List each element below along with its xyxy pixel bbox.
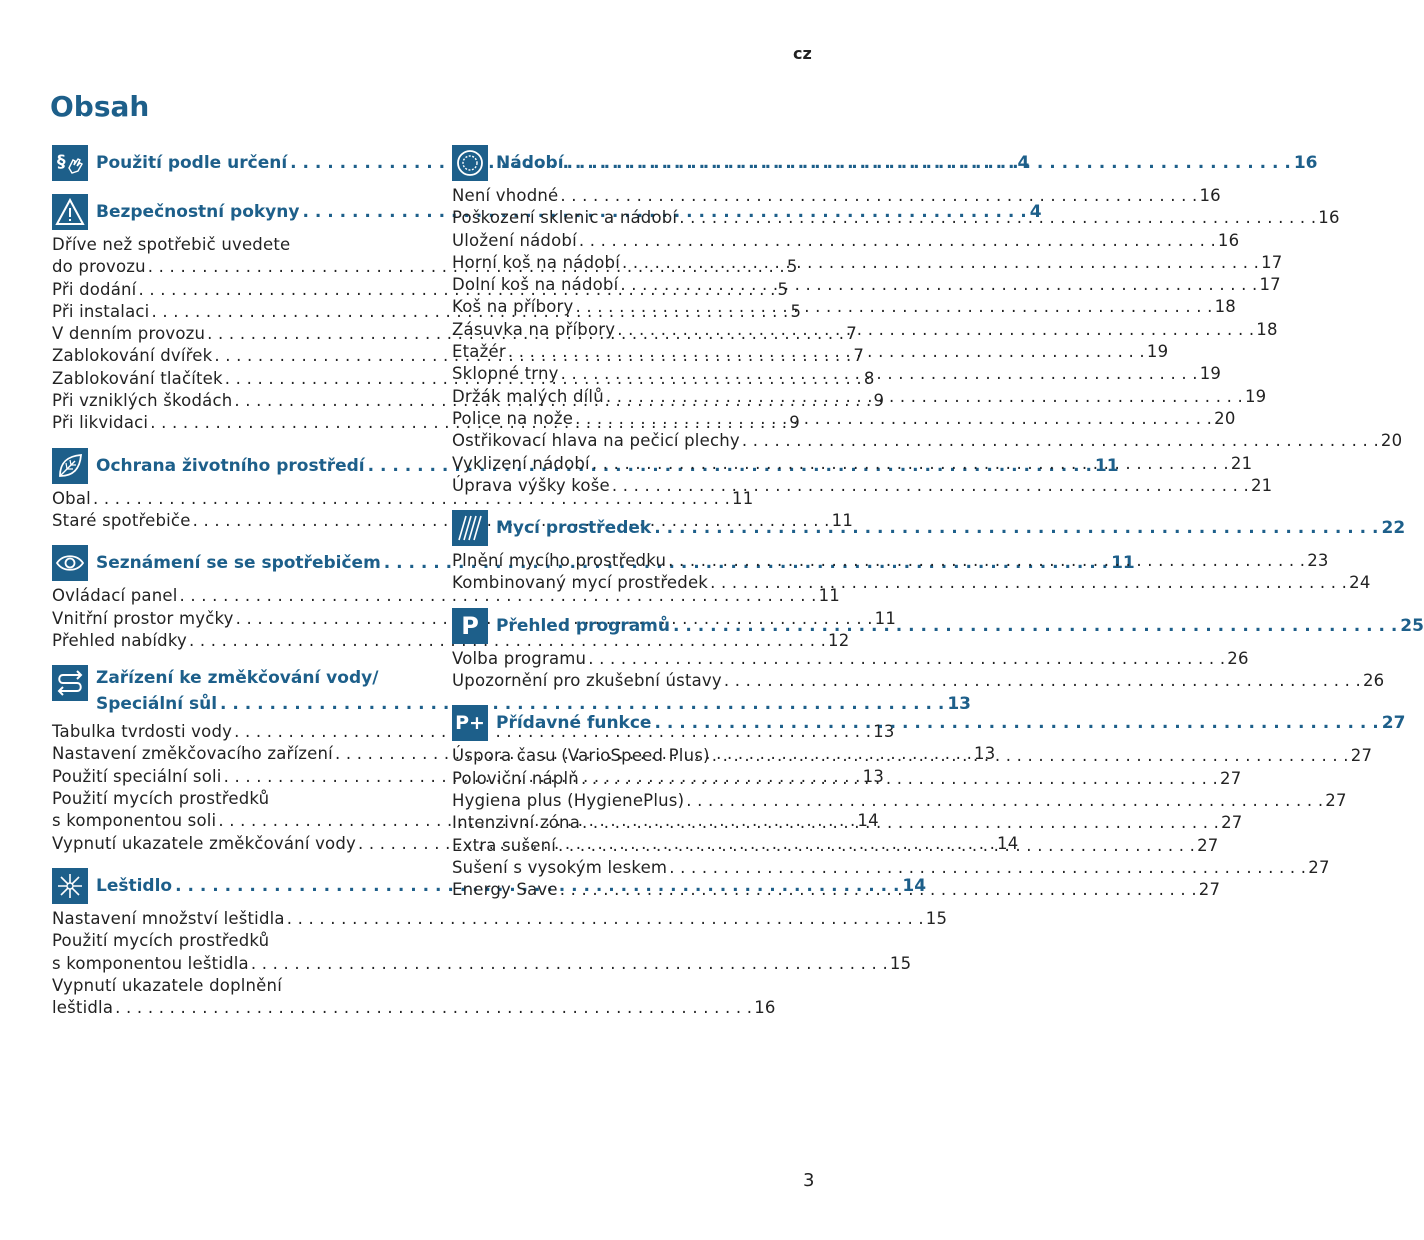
- toc-entry-page: 11: [732, 488, 754, 508]
- dot-leader: [712, 745, 1349, 767]
- toc-entry-text: Uložení nádobí: [452, 230, 577, 250]
- toc-section-title: Přídavné funkce: [496, 713, 652, 734]
- toc-entry-page: 13: [974, 744, 996, 764]
- toc-entry-text: Plnění mycího prostředku: [452, 551, 667, 571]
- toc-entry-text: Úspora času (VarioSpeed Plus): [452, 746, 710, 766]
- page-number: 3: [803, 1170, 815, 1191]
- toc-entry-text: Použití mycích prostředků: [52, 931, 270, 951]
- toc-entry-text: Přehled nabídky: [52, 630, 187, 650]
- toc-entry-page: 11: [874, 608, 897, 628]
- toc-entry-page: 5: [777, 279, 789, 299]
- toc-entry-page: 27: [1350, 746, 1373, 766]
- toc-entry-text: Energy Save: [452, 880, 558, 900]
- toc-section-title: Přehled programů: [496, 615, 670, 636]
- toc-entry-page: 5: [786, 257, 798, 277]
- toc-entry-page: 21: [1250, 475, 1273, 495]
- toc-entry-text: Vypnutí ukazatele doplnění: [52, 975, 282, 995]
- toc-entry[interactable]: [452, 572, 1371, 594]
- toc-entry-page: 8: [863, 368, 875, 388]
- toc-entry[interactable]: [452, 857, 1330, 879]
- dot-leader: [251, 953, 888, 975]
- dot-leader: [588, 648, 1225, 670]
- toc-entry-page: 19: [1244, 386, 1267, 406]
- toc-section-page: 16: [1293, 153, 1318, 173]
- toc-entry-page: 27: [1220, 768, 1242, 788]
- toc-entry[interactable]: [452, 408, 1236, 430]
- toc-entry-text: Kombinovaný mycí prostředek: [452, 573, 709, 593]
- toc-entry[interactable]: [452, 790, 1347, 812]
- toc-section-title: Mycí prostředek: [496, 518, 652, 539]
- svg-text:§: §: [57, 152, 66, 172]
- toc-entry-page: 27: [1221, 813, 1243, 833]
- toc-entry-text: Není vhodné: [452, 186, 559, 205]
- toc-entry[interactable]: [452, 475, 1273, 497]
- dot-leader: [710, 572, 1347, 594]
- dot-leader: [679, 207, 1316, 229]
- dot-leader: [724, 670, 1361, 692]
- toc-entry-page: 18: [1214, 297, 1236, 317]
- toc-entry-page: 16: [1318, 208, 1340, 228]
- toc-entry-text: Zásuvka na příbory: [452, 319, 616, 339]
- dot-leader: [622, 252, 1259, 274]
- dot-leader: [668, 550, 1305, 572]
- program-overview-icon: P: [452, 608, 488, 644]
- dot-leader: [115, 997, 752, 1019]
- toc-entry-text: Při likvidaci: [52, 413, 149, 433]
- toc-entry-text: Etažér: [452, 342, 506, 362]
- dot-leader: [582, 812, 1219, 834]
- toc-entry-page: 12: [828, 630, 850, 650]
- toc-entry-page: 9: [873, 391, 885, 411]
- toc-entry[interactable]: [452, 296, 1236, 318]
- toc-entry-page: 16: [1199, 186, 1221, 205]
- toc-entry-page: 26: [1227, 648, 1249, 668]
- toc-entry-page: 11: [831, 510, 854, 530]
- dot-leader: [612, 475, 1249, 497]
- toc-section-page: 4: [1017, 153, 1030, 173]
- toc-entry-text: Zablokování tlačítek: [52, 368, 223, 388]
- dishes-icon: [452, 145, 488, 181]
- toc-entry-text: leštidla: [52, 998, 114, 1018]
- toc-section-title: Speciální sůl: [96, 694, 218, 715]
- toc-section-page: 4: [1029, 202, 1042, 222]
- toc-entry[interactable]: [452, 274, 1281, 296]
- toc-entry-text: Sušení s vysokým leskem: [452, 857, 668, 877]
- toc-entry[interactable]: [452, 648, 1249, 670]
- toc-section-page: 11: [1111, 553, 1135, 574]
- dot-leader: [617, 319, 1254, 341]
- toc-entry-page: 16: [1217, 230, 1240, 250]
- dot-leader: [673, 616, 1397, 636]
- toc-entry[interactable]: [52, 630, 850, 652]
- toc-entry-page: 11: [818, 586, 840, 606]
- toc-entry-text: Nastavení změkčovacího zařízení: [52, 744, 333, 764]
- toc-section-title: Leštidlo: [96, 875, 173, 896]
- dot-leader: [575, 408, 1212, 430]
- toc-entry-page: 7: [853, 346, 865, 366]
- toc-entry-page: 13: [862, 766, 885, 786]
- dot-leader: [579, 230, 1216, 252]
- toc-entry-page: 20: [1214, 408, 1236, 428]
- toc-entry[interactable]: [452, 319, 1278, 341]
- dot-leader: [508, 341, 1145, 363]
- toc-entry-page: 19: [1199, 364, 1222, 384]
- dot-leader: [576, 296, 1213, 318]
- intended-use-icon: [52, 145, 88, 181]
- toc-entry-text: V denním provozu: [52, 324, 206, 344]
- toc-entry-page: 27: [1325, 790, 1347, 810]
- rinse-aid-icon: [52, 868, 88, 904]
- toc-entry[interactable]: [452, 185, 1221, 207]
- dot-leader: [560, 879, 1197, 901]
- toc-entry-text: Police na nože: [452, 408, 574, 428]
- toc-entry-text: Při dodání: [52, 279, 137, 299]
- toc-section-page: 11: [1094, 455, 1119, 476]
- toc-entry-text: Držák malých dílů: [452, 386, 604, 406]
- dot-leader: [561, 363, 1198, 385]
- toc-entry-text: s komponentou soli: [52, 811, 217, 831]
- toc-section-title: Nádobí: [496, 153, 564, 173]
- toc-entry[interactable]: [452, 230, 1240, 252]
- toc-entry-page: 20: [1380, 431, 1403, 451]
- toc-entry[interactable]: [452, 252, 1283, 274]
- toc-entry-page: 13: [873, 722, 895, 742]
- dot-leader: [581, 768, 1218, 790]
- toc-section-title: Zařízení ke změkčování vody/: [96, 668, 379, 689]
- toc-entry-page: 19: [1146, 342, 1169, 362]
- toc-entry[interactable]: [452, 363, 1222, 385]
- toc-section-heading[interactable]: [452, 145, 1318, 181]
- toc-section-title: Použití podle určení: [96, 153, 288, 173]
- toc-entry-page: 27: [1197, 835, 1219, 855]
- toc-entry-text: Vyklizení nádobí: [452, 453, 590, 473]
- environment-leaf-icon: [52, 448, 88, 484]
- toc-entry-text: Tabulka tvrdosti vody: [52, 722, 233, 742]
- toc-entry-page: 27: [1198, 880, 1221, 900]
- toc-entry[interactable]: [452, 386, 1267, 408]
- dot-leader: [558, 835, 1195, 857]
- toc-entry[interactable]: [452, 430, 1403, 452]
- toc-entry-page: 23: [1307, 551, 1329, 571]
- dot-leader: [606, 386, 1243, 408]
- toc-entry[interactable]: [52, 585, 840, 607]
- toc-section-title: Bezpečnostní pokyny: [96, 202, 300, 222]
- toc-section-page: 14: [902, 875, 927, 896]
- toc-entry-text: Dříve než spotřebič uvedete: [52, 235, 291, 254]
- dot-leader: [654, 713, 1378, 733]
- toc-entry[interactable]: [452, 341, 1169, 363]
- toc-entry-page: 18: [1256, 319, 1278, 339]
- toc-section-title: Ochrana životního prostředí: [96, 455, 365, 476]
- warning-icon: [52, 194, 88, 230]
- toc-entry-text: Při instalaci: [52, 301, 150, 321]
- dot-leader: [620, 274, 1257, 296]
- toc-entry-page: 5: [790, 301, 802, 321]
- water-softener-icon: [52, 665, 88, 701]
- dot-leader: [742, 430, 1379, 452]
- toc-entry-text: Staré spotřebiče: [52, 510, 191, 530]
- toc-entry-text: Úprava výšky koše: [452, 475, 610, 495]
- dot-leader: [592, 453, 1229, 475]
- toc-entry-text: Horní koš na nádobí: [452, 252, 620, 272]
- dot-leader: [567, 153, 1291, 173]
- toc-entry-text: s komponentou leštidla: [52, 953, 249, 973]
- toc-entry-page: 24: [1349, 573, 1371, 593]
- toc-entry-text: Při vzniklých škodách: [52, 391, 233, 411]
- toc-entry[interactable]: [52, 488, 754, 510]
- toc-entry[interactable]: [52, 975, 776, 1020]
- dot-leader: [686, 790, 1323, 812]
- toc-entry-text: do provozu: [52, 257, 146, 277]
- toc-entry-text: Dolní koš na nádobí: [452, 275, 619, 295]
- toc-entry-page: 9: [789, 413, 800, 433]
- eye-icon: [52, 545, 88, 581]
- toc-entry-page: 7: [846, 324, 857, 344]
- toc-entry-text: Koš na příbory: [452, 297, 574, 317]
- toc-entry-text: Intenzivní zóna: [452, 813, 581, 833]
- toc-entry-text: Hygiena plus (HygienePlus): [452, 790, 685, 810]
- toc-entry-page: 15: [925, 908, 948, 928]
- toc-entry-page: 14: [857, 811, 879, 831]
- toc-entry-page: 17: [1259, 275, 1281, 295]
- dot-leader: [669, 857, 1306, 879]
- page-title: Obsah: [50, 90, 150, 123]
- toc-entry-text: Poloviční náplň: [452, 768, 579, 788]
- toc-entry-text: Použití speciální soli: [52, 766, 222, 786]
- toc-entry-text: Sklopné trny: [452, 364, 559, 384]
- toc-entry-text: Ostřikovací hlava na pečicí plechy: [452, 431, 740, 451]
- toc-entry-text: Extra sušení: [452, 835, 557, 855]
- toc-entry-page: 15: [889, 953, 912, 973]
- toc-entry-text: Zablokování dvířek: [52, 346, 213, 366]
- toc-entry-page: 17: [1261, 252, 1283, 272]
- toc-section-page: 25: [1400, 615, 1424, 636]
- toc-entry-text: Volba programu: [452, 648, 587, 668]
- toc-entry-page: 27: [1308, 857, 1330, 877]
- toc-entry[interactable]: [52, 930, 912, 975]
- toc-entry-text: Poškození sklenic a nádobí: [452, 208, 678, 228]
- toc-section-page: 13: [947, 694, 972, 715]
- toc-entry[interactable]: [52, 908, 948, 930]
- dot-leader: [654, 518, 1378, 538]
- toc-section-title: Seznámení se se spotřebičem: [96, 553, 381, 574]
- toc-entry-text: Upozornění pro zkušební ústavy: [452, 671, 722, 691]
- additional-functions-icon: P+: [452, 705, 488, 741]
- toc-entry[interactable]: [452, 670, 1385, 692]
- detergent-icon: [452, 510, 488, 546]
- toc-entry-text: Použití mycích prostředků: [52, 789, 270, 809]
- toc-entry-page: 21: [1230, 453, 1253, 473]
- toc-section-page: 27: [1381, 713, 1406, 734]
- toc-entry-text: Nastavení množství leštidla: [52, 908, 285, 928]
- toc-entry[interactable]: [452, 207, 1340, 229]
- language-code: cz: [793, 44, 812, 63]
- dot-leader: [560, 185, 1197, 207]
- toc-entry-text: Vypnutí ukazatele změkčování vody: [52, 833, 356, 853]
- toc-entry-text: Ovládací panel: [52, 586, 178, 606]
- toc-entry-text: Vnitřní prostor myčky: [52, 608, 234, 628]
- toc-section-page: 22: [1381, 518, 1406, 539]
- toc-entry-page: 14: [997, 833, 1019, 853]
- toc-entry-text: Obal: [52, 488, 91, 508]
- toc-entry-page: 26: [1362, 671, 1385, 691]
- toc-entry-page: 16: [754, 998, 776, 1018]
